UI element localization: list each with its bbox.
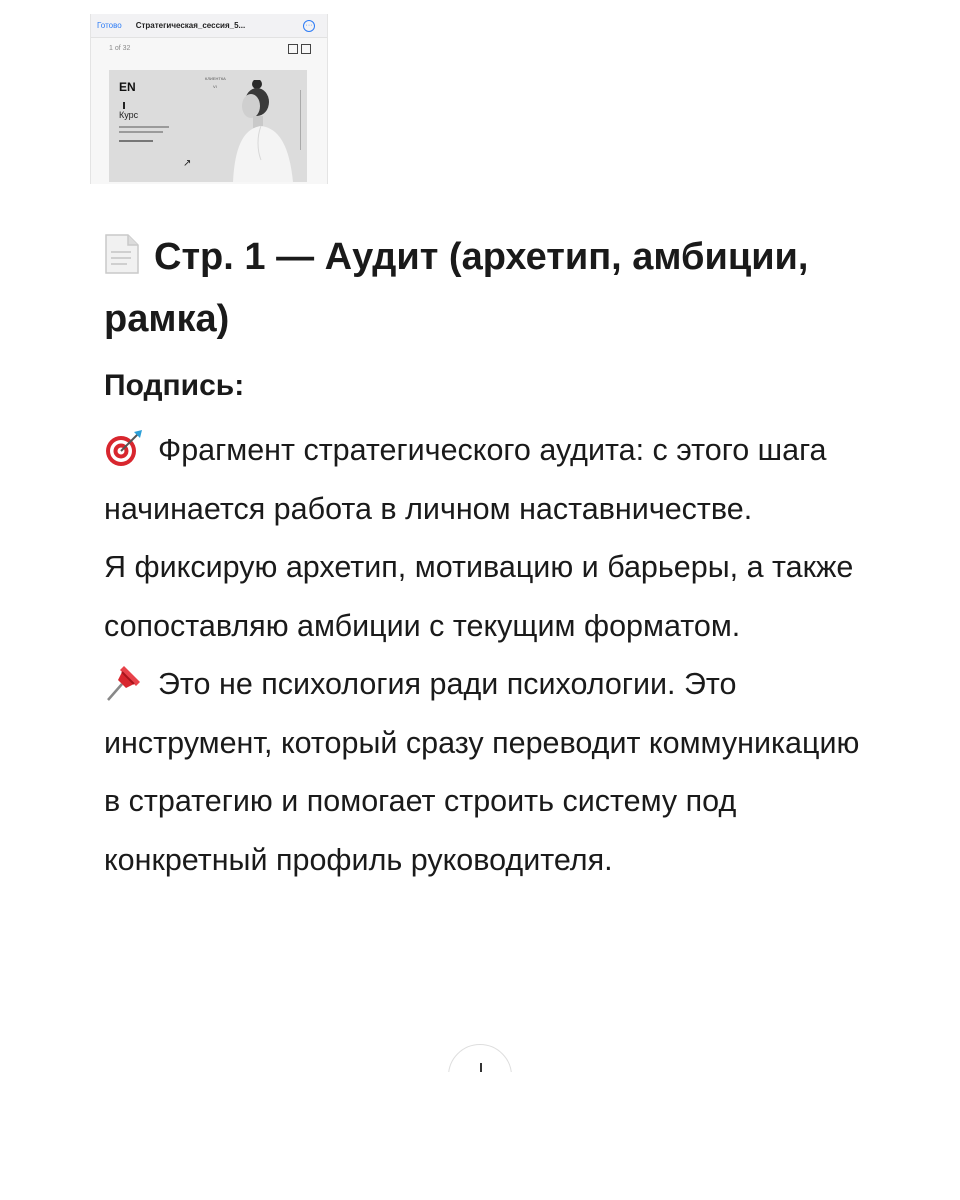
slide-text-line	[119, 126, 169, 128]
slide-tag-secondary: VI	[213, 84, 217, 89]
slide-logo: EN	[119, 80, 136, 94]
slide-side-rule	[300, 90, 302, 150]
arrow-icon: ↗	[183, 158, 192, 169]
page-title-text: Стр. 1 — Аудит (архетип, амбиции, рамка)	[104, 236, 809, 340]
pdf-page-area	[91, 38, 327, 184]
slide-text-line	[119, 131, 163, 133]
direct-hit-icon	[104, 428, 144, 468]
pdf-viewer-toolbar	[91, 14, 327, 38]
slide-tag: КЛИЕНТКА	[205, 76, 226, 81]
pushpin-icon	[104, 662, 144, 702]
view-mode-icons	[288, 44, 311, 54]
bottom-blank-area	[0, 1072, 960, 1200]
page-title	[104, 226, 904, 350]
screenshot-thumbnail	[90, 14, 328, 184]
slide-text-line	[119, 140, 153, 142]
caption-label: Подпись:	[104, 369, 245, 402]
paragraph-instrument	[104, 655, 864, 889]
page-counter: 1 of 32	[109, 45, 131, 52]
file-name: Стратегическая_сессия_5...	[135, 21, 246, 30]
paragraph-audit-text: Фрагмент стратегического аудита: с этого шага начинается работа в личном наставничестве.	[104, 433, 827, 526]
more-options-icon[interactable]: ···	[303, 20, 315, 32]
article-body	[104, 421, 864, 889]
grid-view-icon[interactable]	[288, 44, 298, 54]
paragraph-audit	[104, 421, 864, 538]
page-facing-up-icon	[104, 232, 140, 274]
paragraph-instrument-text: Это не психология ради психологии. Это инструмент, который сразу переводит коммуникацию в стратегию и помогает строить систему под конкретный профиль руководителя.	[104, 667, 860, 877]
done-button[interactable]: Готово	[97, 21, 122, 30]
single-view-icon[interactable]	[301, 44, 311, 54]
paragraph-archetype: Я фиксирую архетип, мотивацию и барьеры, а также сопоставляю амбиции с текущим форматом.	[104, 550, 854, 643]
portrait-image	[227, 80, 297, 182]
slide-preview	[109, 70, 307, 182]
slide-divider	[123, 102, 125, 109]
slide-title: Курс	[119, 110, 139, 120]
